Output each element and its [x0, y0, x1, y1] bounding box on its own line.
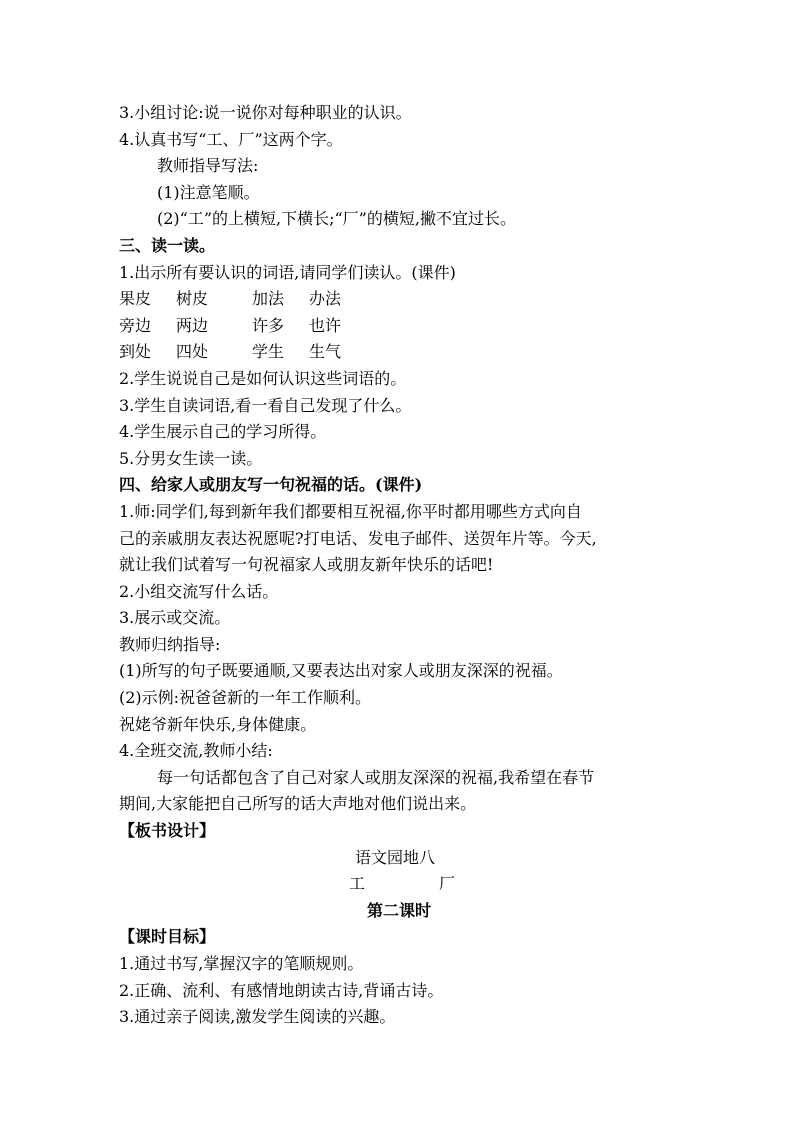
word: 树皮 — [176, 289, 209, 309]
teacher-guide-item: (1)注意笔顺。 — [157, 182, 260, 202]
board-characters — [119, 871, 679, 898]
summary-line: 每一句话都包含了自己对家人或朋友深深的祝福,我希望在春节 — [157, 767, 595, 787]
text-line: 5.分男女生读一读。 — [119, 448, 263, 468]
teacher-guide-item: (2)“工”的上横短,下横长;“厂”的横短,撇不宜过长。 — [157, 209, 516, 229]
word: 旁边 — [119, 315, 152, 335]
text-line: 祝姥爷新年快乐,身体健康。 — [119, 714, 317, 734]
text-line: 1.出示所有要认识的词语,请同学们读认。(课件) — [119, 262, 456, 282]
text-line: 己的亲戚朋友表达祝愿呢?打电话、发电子邮件、送贺年片等。今天, — [119, 528, 597, 548]
text-line: 1.师:同学们,每到新年我们都要相互祝福,你平时都用哪些方式向自 — [119, 501, 582, 521]
word: 生气 — [309, 342, 342, 362]
lesson-goals-heading: 【课时目标】 — [119, 927, 216, 947]
text-line: 3.展示或交流。 — [119, 608, 231, 628]
summary-line: 期间,大家能把自己所写的话大声地对他们说出来。 — [119, 794, 477, 814]
text-line: 2.学生说说自己是如何认识这些词语的。 — [119, 368, 407, 388]
goal-item: 2.正确、流利、有感情地朗读古诗,背诵古诗。 — [119, 980, 444, 1000]
word: 学生 — [252, 342, 285, 362]
document-content — [119, 100, 679, 1031]
board-design-heading: 【板书设计】 — [119, 821, 216, 841]
goal-item: 1.通过书写,掌握汉字的笔顺规则。 — [119, 954, 364, 973]
word-row — [119, 339, 679, 366]
word: 到处 — [119, 342, 152, 362]
word: 四处 — [176, 342, 209, 362]
word: 两边 — [176, 315, 209, 335]
text-line: (2)示例:祝爸爸新的一年工作顺利。 — [119, 688, 372, 708]
word: 办法 — [309, 289, 342, 309]
word: 许多 — [252, 315, 285, 335]
board-char-gong: 工 — [349, 874, 366, 894]
text-line: 4.认真书写“工、厂”这两个字。 — [119, 129, 343, 149]
text-line: (1)所写的句子既要通顺,又要表达出对家人或朋友深深的祝福。 — [119, 661, 563, 681]
word: 也许 — [309, 315, 342, 335]
word: 果皮 — [119, 289, 152, 309]
teacher-guide-title: 教师指导写法: — [157, 156, 259, 176]
text-line: 3.学生自读词语,看一看自己发现了什么。 — [119, 395, 412, 415]
text-line: 2.小组交流写什么话。 — [119, 581, 279, 601]
word: 加法 — [252, 289, 285, 309]
text-line: 4.全班交流,教师小结: — [119, 741, 273, 761]
text-line: 教师归纳指导: — [119, 634, 221, 654]
word-row — [119, 313, 679, 340]
text-line: 4.学生展示自己的学习所得。 — [119, 422, 327, 442]
text-line: 就让我们试着写一句祝福家人或朋友新年快乐的话吧! — [119, 555, 494, 575]
board-char-chang: 厂 — [439, 874, 456, 894]
board-title: 语文园地八 — [355, 847, 436, 867]
section-4-heading: 四、给家人或朋友写一句祝福的话。(课件) — [119, 475, 423, 495]
lesson-2-heading: 第二课时 — [366, 900, 431, 920]
section-3-heading: 三、读一读。 — [119, 235, 216, 255]
text-line: 3.小组讨论:说一说你对每种职业的认识。 — [119, 103, 412, 122]
word-row — [119, 286, 679, 313]
goal-item: 3.通过亲子阅读,激发学生阅读的兴趣。 — [119, 1007, 396, 1027]
